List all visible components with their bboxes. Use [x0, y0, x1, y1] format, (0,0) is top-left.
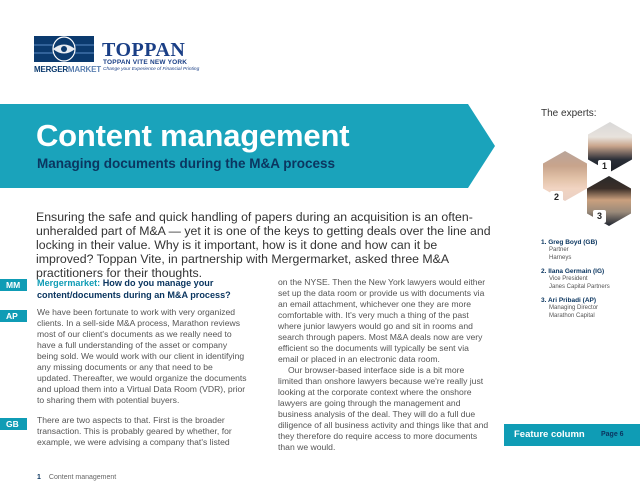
intro-paragraph: Ensuring the safe and quick handling of papers during an acquisition is an often-unheralded part of M&A — yet it is one of the keys to getting deals over the line and locking in their value. Why is it important, how is it done and how can it be improved? Toppan Vite, in partnership with Mergermarket, asked three M&A practitioners for their thoughts. [36, 210, 491, 280]
interview-question [37, 277, 247, 301]
feature-column-label: Feature column [514, 429, 585, 440]
expert-title: Managing Director [549, 305, 599, 311]
mergermarket-globe-icon [34, 36, 94, 62]
answer-paragraph: on the NYSE. Then the New York lawyers would either set up the data room or provide us with documents via an email attachment, whichever one they are more comfortable with. It's very much a thing of the past where junior lawyers would go and sit in rooms and search through papers. Most M&A deals now are very efficient so the documents will typically be sent via email or placed in an electronic data room. [278, 277, 486, 364]
speaker-tag-gb: GB [0, 418, 27, 430]
toppan-tagline: Change your Experience of Financial Printing [103, 67, 200, 72]
speaker-tag-mm: MM [0, 279, 27, 291]
experts-label: The experts: [541, 108, 597, 119]
expert-company: Janes Capital Partners [549, 284, 610, 290]
article-column-2 [278, 277, 491, 453]
page-number: 1 [37, 474, 41, 481]
feature-column-page: Page 6 [601, 431, 624, 438]
answer-paragraph: There are two aspects to that. First is the broader transaction. This is probably geared by whether, for example, we were advising a company that's listed [37, 415, 232, 447]
article-column-1 [37, 277, 247, 457]
toppan-subtitle: TOPPAN VITE NEW YORK [103, 59, 188, 66]
experts-list [541, 239, 636, 326]
answer-paragraph: Our browser-based interface side is a bit more limited than onshore lawyers because we're really just looking at the corporate context where the onshore lawyers are going through the management and business analysis of the deal. They will do a full due diligence of all business activity and things like that and they therefore do require access to more documents than we would. [278, 365, 489, 452]
mergermarket-logo [34, 36, 101, 76]
expert-item [541, 297, 636, 320]
speaker-tag-ap: AP [0, 310, 27, 322]
question-speaker: Mergermarket: [37, 278, 101, 288]
expert-name: 2. Ilana Germain (IG) [541, 268, 605, 275]
question-text: How do you manage your content/documents during an M&A process? [37, 278, 231, 300]
expert-name: 3. Ari Pribadi (AP) [541, 297, 597, 304]
expert-title: Partner [549, 247, 569, 253]
expert-company: Marathon Capital [549, 313, 595, 319]
expert-title: Vice President [549, 276, 588, 282]
mergermarket-wordmark: MERGERMARKET [34, 65, 101, 74]
expert-name: 1. Greg Boyd (GB) [541, 239, 598, 246]
answer-paragraph: We have been fortunate to work with very organized clients. In a sell-side M&A process, Marathon reviews most of our client's documents as we really need to have a full understanding of the asset or company being sold. We would work with our client in identifying any missing documents or any that need to be updated. Thereafter, we would organize the documents and upload them into a Virtual Data Room (VDR), prior to sharing them with potential buyers. [37, 307, 247, 405]
expert-photo-number: 3 [593, 210, 606, 223]
page-subtitle: Managing documents during the M&A process [37, 156, 336, 171]
footer-section: Content management [48, 474, 117, 481]
page-title: Content management [36, 118, 350, 153]
expert-photo-number: 2 [550, 191, 563, 204]
page-footer [37, 474, 116, 481]
toppan-wordmark: TOPPAN [102, 39, 186, 61]
expert-photo-number: 1 [598, 160, 611, 173]
expert-item [541, 239, 636, 262]
toppan-logo [102, 39, 212, 73]
expert-company: Harneys [549, 255, 572, 261]
expert-item [541, 268, 636, 291]
